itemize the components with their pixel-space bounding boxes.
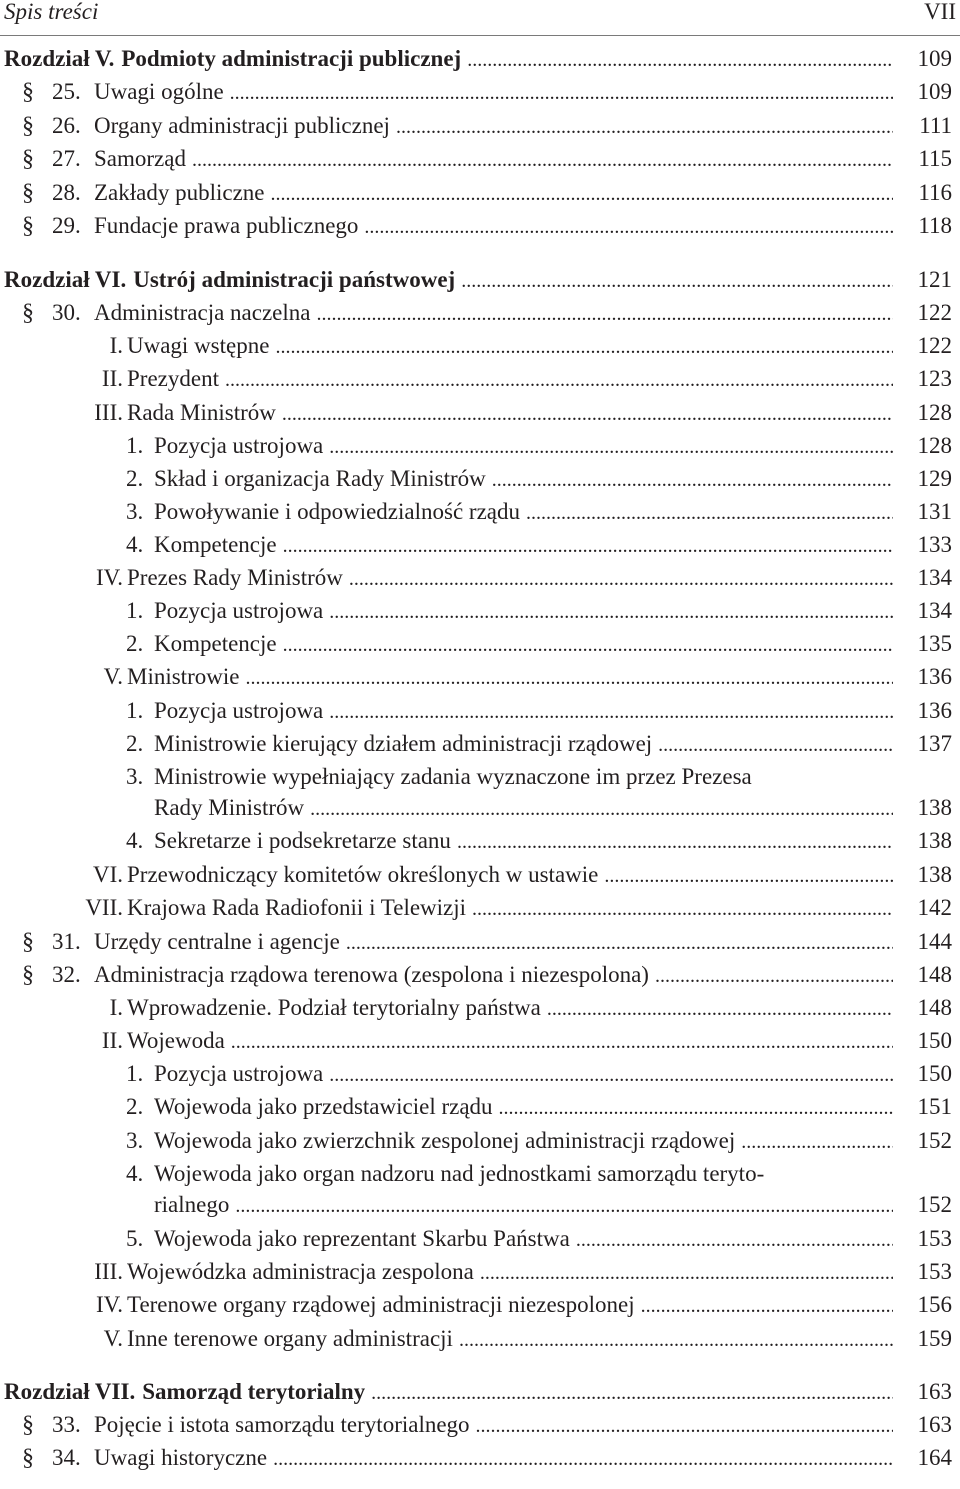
section-mark: § — [22, 180, 34, 206]
entry-title: Pozycja ustrojowa — [154, 598, 324, 623]
entry-number: 26. — [52, 113, 81, 138]
entry-title-leader — [121, 42, 893, 77]
running-head-title: Spis treści — [4, 0, 99, 24]
entry-title: Pozycja ustrojowa — [154, 1061, 324, 1086]
dot-leader — [245, 661, 893, 695]
page-number: 131 — [917, 499, 952, 524]
entry-title: Kompetencje — [154, 631, 277, 656]
dot-leader — [547, 992, 893, 1026]
entry-title-leader — [154, 1057, 893, 1092]
dot-leader — [459, 1323, 893, 1357]
dot-leader — [457, 825, 893, 859]
entry-title: Zakłady publiczne — [94, 180, 265, 205]
dot-leader — [476, 1409, 893, 1443]
toc-entry — [0, 1124, 960, 1158]
page-number: 135 — [917, 631, 952, 656]
dot-leader — [364, 210, 893, 244]
dot-leader — [310, 792, 893, 826]
entry-title-leader — [154, 1222, 893, 1257]
entry-number: I. — [109, 333, 123, 358]
dot-leader — [271, 177, 893, 211]
toc-entry — [0, 142, 960, 176]
entry-title: Rada Ministrów — [127, 400, 276, 425]
page-number: 152 — [917, 1192, 952, 1217]
toc-entry — [0, 1288, 960, 1322]
entry-title: Sekretarze i podsekretarze stanu — [154, 828, 451, 853]
entry-number: 2. — [126, 466, 144, 491]
page-number: 111 — [919, 113, 952, 138]
dot-leader — [604, 859, 893, 893]
dot-leader — [492, 463, 893, 497]
entry-number: 4. — [126, 828, 144, 853]
toc-entry — [0, 1408, 960, 1442]
entry-title-leader — [94, 176, 893, 211]
entry-title-leader — [94, 209, 893, 244]
toc-entry — [0, 627, 960, 661]
page-number: 163 — [917, 1412, 952, 1437]
entry-title-leader — [133, 263, 893, 298]
entry-number: V. — [103, 664, 123, 689]
entry-number: 3. — [126, 764, 144, 789]
entry-title-leader — [127, 396, 893, 431]
page-number: 138 — [917, 828, 952, 853]
toc-entry — [0, 991, 960, 1025]
entry-title: Administracja rządowa terenowa (zespolona i niezespolona) — [94, 962, 649, 987]
page-number: 150 — [917, 1061, 952, 1086]
entry-title-leader — [154, 791, 893, 826]
toc-entry — [0, 891, 960, 925]
entry-title: Skład i organizacja Rady Ministrów — [154, 466, 486, 491]
entry-title: Wojewoda — [127, 1028, 225, 1053]
entry-number: V. — [103, 1326, 123, 1351]
page-number: 138 — [917, 862, 952, 887]
toc-entry — [0, 1375, 960, 1409]
entry-number: 2. — [126, 731, 144, 756]
dot-leader — [329, 595, 893, 629]
entry-title: Pozycja ustrojowa — [154, 698, 324, 723]
toc-entry — [0, 791, 960, 825]
page-number: 138 — [917, 795, 952, 820]
entry-title-leader — [154, 1124, 893, 1159]
entry-title: Fundacje prawa publicznego — [94, 213, 359, 238]
entry-title-leader — [142, 1375, 893, 1410]
entry-number: Rozdział V. — [4, 46, 115, 71]
page-number: 133 — [917, 532, 952, 557]
section-mark: § — [22, 929, 34, 955]
entry-title: Organy administracji publicznej — [94, 113, 390, 138]
toc-entry — [0, 495, 960, 529]
page-number: 151 — [917, 1094, 952, 1119]
entry-title: Uwagi wstępne — [127, 333, 270, 358]
entry-title-leader — [154, 694, 893, 729]
entry-number: 4. — [126, 532, 144, 557]
toc-entry — [0, 109, 960, 143]
entry-title: Terenowe organy rządowej administracji niezespolonej — [127, 1292, 635, 1317]
page-number: 156 — [917, 1292, 952, 1317]
entry-title-leader — [94, 1408, 893, 1443]
page-number: 144 — [917, 929, 952, 954]
page-number: 136 — [917, 664, 952, 689]
entry-number: 34. — [52, 1445, 81, 1470]
page-number: 153 — [917, 1259, 952, 1284]
page-number: 134 — [917, 598, 952, 623]
toc-entry — [0, 1222, 960, 1256]
entry-number: Rozdział VI. — [4, 267, 127, 292]
toc-entry — [0, 42, 960, 76]
entry-title: Inne terenowe organy administracji — [127, 1326, 453, 1351]
entry-number: II. — [101, 1028, 123, 1053]
section-mark: § — [22, 146, 34, 172]
entry-title-leader — [94, 142, 893, 177]
entry-title: Uwagi historyczne — [94, 1445, 268, 1470]
entry-title: Samorząd — [94, 146, 186, 171]
entry-title: Krajowa Rada Radiofonii i Telewizji — [127, 895, 467, 920]
toc-entry — [0, 296, 960, 330]
dot-leader — [273, 1442, 893, 1476]
entry-number: IV. — [95, 1292, 123, 1317]
entry-title-leader — [94, 75, 893, 110]
dot-leader — [576, 1223, 893, 1257]
entry-number: 29. — [52, 213, 81, 238]
entry-title-leader — [127, 1322, 893, 1357]
toc-entry — [0, 75, 960, 109]
entry-title-leader — [154, 1090, 893, 1125]
dot-leader — [641, 1289, 893, 1323]
entry-title-leader — [154, 429, 893, 464]
entry-title-leader — [154, 727, 893, 762]
page-number: 118 — [918, 213, 952, 238]
dot-leader — [349, 562, 893, 596]
entry-title: Wojewoda jako przedstawiciel rządu — [154, 1094, 493, 1119]
dot-leader — [275, 330, 893, 364]
section-mark: § — [22, 300, 34, 326]
entry-title: Kompetencje — [154, 532, 277, 557]
page-number: 129 — [917, 466, 952, 491]
entry-title: Przewodniczący komitetów określonych w ustawie — [127, 862, 599, 887]
entry-title-leader — [127, 1024, 893, 1059]
entry-title: Ministrowie kierujący działem administracji rządowej — [154, 731, 653, 756]
toc-entry — [0, 1188, 960, 1222]
entry-title: Ministrowie wypełniający zadania wyznaczone im przez Prezesa — [154, 764, 752, 789]
toc-entry — [0, 396, 960, 430]
toc-entry — [0, 1090, 960, 1124]
entry-title: Ministrowie — [127, 664, 240, 689]
dot-leader — [472, 892, 893, 926]
page-number: 159 — [917, 1326, 952, 1351]
entry-title: Samorząd terytorialny — [142, 1379, 366, 1404]
page-number: 109 — [917, 79, 952, 104]
dot-leader — [371, 1376, 893, 1410]
entry-title-leader — [154, 528, 893, 563]
page-number: 123 — [917, 366, 952, 391]
entry-number: IV. — [95, 565, 123, 590]
entry-title: Wojewoda jako organ nadzoru nad jednostkami samorządu teryto- — [154, 1161, 765, 1186]
toc-entry — [0, 1157, 960, 1191]
dot-leader — [235, 1189, 893, 1223]
entry-title-leader — [127, 329, 893, 364]
entry-title-leader — [154, 495, 893, 530]
toc-entry — [0, 329, 960, 363]
entry-number: 1. — [126, 1061, 144, 1086]
toc-entry — [0, 176, 960, 210]
dot-leader — [231, 1025, 893, 1059]
entry-title: Ustrój administracji państwowej — [133, 267, 456, 292]
entry-title: Rady Ministrów — [154, 795, 305, 820]
section-mark: § — [22, 213, 34, 239]
page-number: 121 — [917, 267, 952, 292]
entry-title-leader — [127, 660, 893, 695]
section-mark: § — [22, 1412, 34, 1438]
section-mark: § — [22, 962, 34, 988]
entry-title: Wojewoda jako reprezentant Skarbu Państwa — [154, 1226, 570, 1251]
dot-leader — [329, 695, 893, 729]
entry-title-leader — [154, 627, 893, 662]
page-number: 116 — [918, 180, 952, 205]
entry-title: rialnego — [154, 1192, 230, 1217]
entry-title-leader — [94, 958, 893, 993]
entry-number: 2. — [126, 631, 144, 656]
toc-entry — [0, 760, 960, 794]
page-number: 152 — [917, 1128, 952, 1153]
dot-leader — [329, 1058, 893, 1092]
page-number: 128 — [917, 433, 952, 458]
entry-number: III. — [94, 1259, 123, 1284]
dot-leader — [655, 959, 893, 993]
toc-entry — [0, 1024, 960, 1058]
entry-title-leader — [127, 858, 893, 893]
entry-title: Prezes Rady Ministrów — [127, 565, 343, 590]
entry-title: Pojęcie i istota samorządu terytorialnego — [94, 1412, 470, 1437]
entry-number: 5. — [126, 1226, 144, 1251]
entry-number: 1. — [126, 598, 144, 623]
entry-title-leader — [94, 109, 893, 144]
entry-number: 3. — [126, 499, 144, 524]
entry-title-leader — [127, 991, 893, 1026]
toc-entry — [0, 528, 960, 562]
toc-entry — [0, 1441, 960, 1475]
dot-leader — [316, 297, 893, 331]
entry-title-leader — [154, 594, 893, 629]
dot-leader — [283, 529, 893, 563]
entry-number: I. — [109, 995, 123, 1020]
toc-entry — [0, 462, 960, 496]
section-mark: § — [22, 79, 34, 105]
entry-title: Urzędy centralne i agencje — [94, 929, 340, 954]
entry-title-leader — [127, 1288, 893, 1323]
entry-number: 1. — [126, 698, 144, 723]
toc-entry — [0, 362, 960, 396]
entry-number: III. — [94, 400, 123, 425]
dot-leader — [282, 397, 893, 431]
entry-number: 28. — [52, 180, 81, 205]
entry-title: Wojewoda jako zwierzchnik zespolonej administracji rządowej — [154, 1128, 736, 1153]
entry-title-leader — [154, 824, 893, 859]
entry-title: Prezydent — [127, 366, 219, 391]
dot-leader — [225, 363, 893, 397]
dot-leader — [192, 143, 893, 177]
page-number: 137 — [917, 731, 952, 756]
dot-leader — [526, 496, 893, 530]
entry-number: VII. — [85, 895, 123, 920]
toc-entry — [0, 561, 960, 595]
entry-number: 3. — [126, 1128, 144, 1153]
toc-entry — [0, 958, 960, 992]
entry-title: Uwagi ogólne — [94, 79, 224, 104]
entry-number: 2. — [126, 1094, 144, 1119]
dot-leader — [499, 1091, 893, 1125]
dot-leader — [346, 926, 893, 960]
entry-title-leader — [94, 1441, 893, 1476]
page-number: 150 — [917, 1028, 952, 1053]
page-number: 122 — [917, 300, 952, 325]
toc-entry — [0, 727, 960, 761]
entry-title-leader — [94, 925, 893, 960]
entry-title-leader — [154, 1188, 893, 1223]
toc-entry — [0, 1255, 960, 1289]
entry-number: 31. — [52, 929, 81, 954]
dot-leader — [658, 728, 893, 762]
entry-title-leader — [127, 1255, 893, 1290]
page-number: 128 — [917, 400, 952, 425]
entry-number: 32. — [52, 962, 81, 987]
page-number: 148 — [917, 995, 952, 1020]
entry-number: VI. — [92, 862, 123, 887]
section-mark: § — [22, 113, 34, 139]
page-number: 134 — [917, 565, 952, 590]
entry-number: II. — [101, 366, 123, 391]
entry-title: Powoływanie i odpowiedzialność rządu — [154, 499, 520, 524]
entry-title-leader — [127, 891, 893, 926]
entry-title: Administracja naczelna — [94, 300, 311, 325]
page-number: 122 — [917, 333, 952, 358]
toc-entry — [0, 824, 960, 858]
entry-number: 25. — [52, 79, 81, 104]
entry-title: Wojewódzka administracja zespolona — [127, 1259, 474, 1284]
toc-entry — [0, 925, 960, 959]
page-number: 153 — [917, 1226, 952, 1251]
dot-leader — [480, 1256, 893, 1290]
entry-title: Wprowadzenie. Podział terytorialny państwa — [127, 995, 541, 1020]
entry-title-leader — [154, 462, 893, 497]
toc-entry — [0, 1057, 960, 1091]
entry-title-leader — [127, 362, 893, 397]
toc-entry — [0, 209, 960, 243]
toc-entry — [0, 263, 960, 297]
dot-leader — [329, 430, 893, 464]
toc-entry — [0, 429, 960, 463]
entry-number: 33. — [52, 1412, 81, 1437]
toc-entry — [0, 1322, 960, 1356]
page-folio: VII — [924, 0, 956, 24]
page-number: 164 — [917, 1445, 952, 1470]
page-number: 148 — [917, 962, 952, 987]
entry-number: 30. — [52, 300, 81, 325]
dot-leader — [283, 628, 893, 662]
entry-number: 1. — [126, 433, 144, 458]
page-number: 142 — [917, 895, 952, 920]
dot-leader — [396, 110, 893, 144]
entry-number: Rozdział VII. — [4, 1379, 136, 1404]
entry-title-leader — [127, 561, 893, 596]
dot-leader — [230, 76, 893, 110]
toc-entry — [0, 660, 960, 694]
page-number: 109 — [917, 46, 952, 71]
page-number: 163 — [917, 1379, 952, 1404]
toc-entry — [0, 858, 960, 892]
entry-number: 27. — [52, 146, 81, 171]
entry-number: 4. — [126, 1161, 144, 1186]
entry-title: Podmioty administracji publicznej — [121, 46, 462, 71]
section-mark: § — [22, 1445, 34, 1471]
toc-entry — [0, 694, 960, 728]
page-number: 136 — [917, 698, 952, 723]
toc-entry — [0, 594, 960, 628]
dot-leader — [461, 264, 893, 298]
dot-leader — [467, 43, 893, 77]
entry-title: Pozycja ustrojowa — [154, 433, 324, 458]
entry-title-leader — [94, 296, 893, 331]
dot-leader — [741, 1125, 893, 1159]
page-number: 115 — [918, 146, 952, 171]
